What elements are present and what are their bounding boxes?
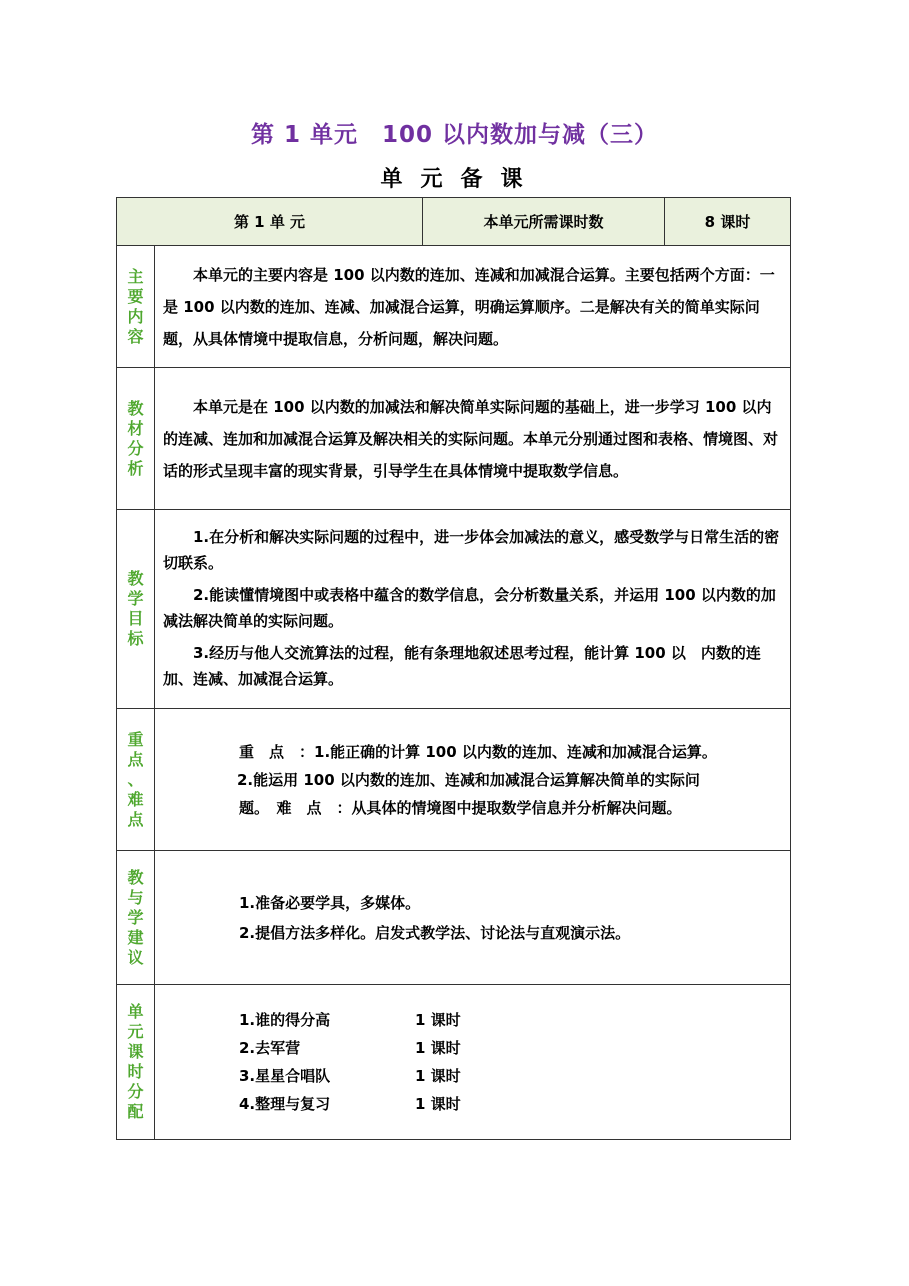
suggestion-item: 1.准备必要学具，多媒体。 bbox=[239, 893, 421, 912]
page-title: 第 1 单元 100 以内数加与减（三） bbox=[250, 122, 659, 148]
unit-plan-table bbox=[116, 197, 791, 1140]
page-subtitle: 单元备课 bbox=[380, 167, 541, 192]
header-row bbox=[117, 198, 791, 246]
key-point-line: 2.能运用 100 以内数的连加、连减和加减混合运算解决简单的实际问 bbox=[237, 770, 700, 789]
goals-label: 教 学 目 标 bbox=[117, 510, 155, 709]
goal-item: 2.能读懂情境图中或表格中蕴含的数学信息，会分析数量关系，并运用 100 以内数的加减法解决简单的实际问题。 bbox=[163, 586, 776, 630]
key-point-line: 题。 难 点 ：从具体的情境图中提取数学信息并分析解决问题。 bbox=[239, 798, 682, 817]
goal-item: 1.在分析和解决实际问题的过程中，进一步体会加减法的意义，感受数学与日常生活的密切联系。 bbox=[163, 528, 780, 572]
schedule-label: 单 元 课 时 分 配 bbox=[117, 985, 155, 1140]
goal-item: 3.经历与他人交流算法的过程，能有条理地叙述思考过程，能计算 100 以 内数的连加、连减、加减混合运算。 bbox=[163, 644, 761, 688]
goals-row bbox=[117, 510, 791, 709]
suggestions-row bbox=[117, 851, 791, 985]
schedule-row bbox=[117, 985, 791, 1140]
schedule-item: 4.整理与复习 1 课时 bbox=[239, 1095, 461, 1113]
schedule-item: 2.去军营 1 课时 bbox=[239, 1039, 461, 1057]
analysis-label: 教 材 分 析 bbox=[117, 368, 155, 510]
schedule-item: 3.星星合唱队 1 课时 bbox=[239, 1067, 461, 1085]
hours-value-cell: 8 课时 bbox=[665, 198, 791, 246]
key-points-row bbox=[117, 709, 791, 851]
unit-cell: 第 1 单 元 bbox=[117, 198, 423, 246]
main-content-row bbox=[117, 246, 791, 368]
key-points-label: 重 点 、 难 点 bbox=[117, 709, 155, 851]
analysis-text: 本单元是在 100 以内数的加减法和解决简单实际问题的基础上，进一步学习 100 以内的连减、连加和加减混合运算及解决相关的实际问题。本单元分别通过图和表格、情境图、对话的形式呈现丰富的现实背景，引导学生在具体情境中提取数学信息。 bbox=[163, 397, 779, 480]
main-content-text: 本单元的主要内容是 100 以内数的连加、连减和加减混合运算。主要包括两个方面：一是 100 以内数的连加、连减、加减混合运算，明确运算顺序。二是解决有关的简单实际问题，从具体情境中提取信息，分析问题，解决问题。 bbox=[163, 265, 775, 348]
schedule-item: 1.谁的得分高 1 课时 bbox=[239, 1011, 461, 1029]
hours-label-cell: 本单元所需课时数 bbox=[423, 198, 665, 246]
suggestions-label: 教 与 学 建 议 bbox=[117, 851, 155, 985]
suggestion-item: 2.提倡方法多样化。启发式教学法、讨论法与直观演示法。 bbox=[239, 923, 631, 942]
main-content-label: 主 要 内 容 bbox=[117, 246, 155, 368]
key-point-line: 重 点 ：1.能正确的计算 100 以内数的连加、连减和加减混合运算。 bbox=[239, 742, 717, 761]
analysis-row bbox=[117, 368, 791, 510]
